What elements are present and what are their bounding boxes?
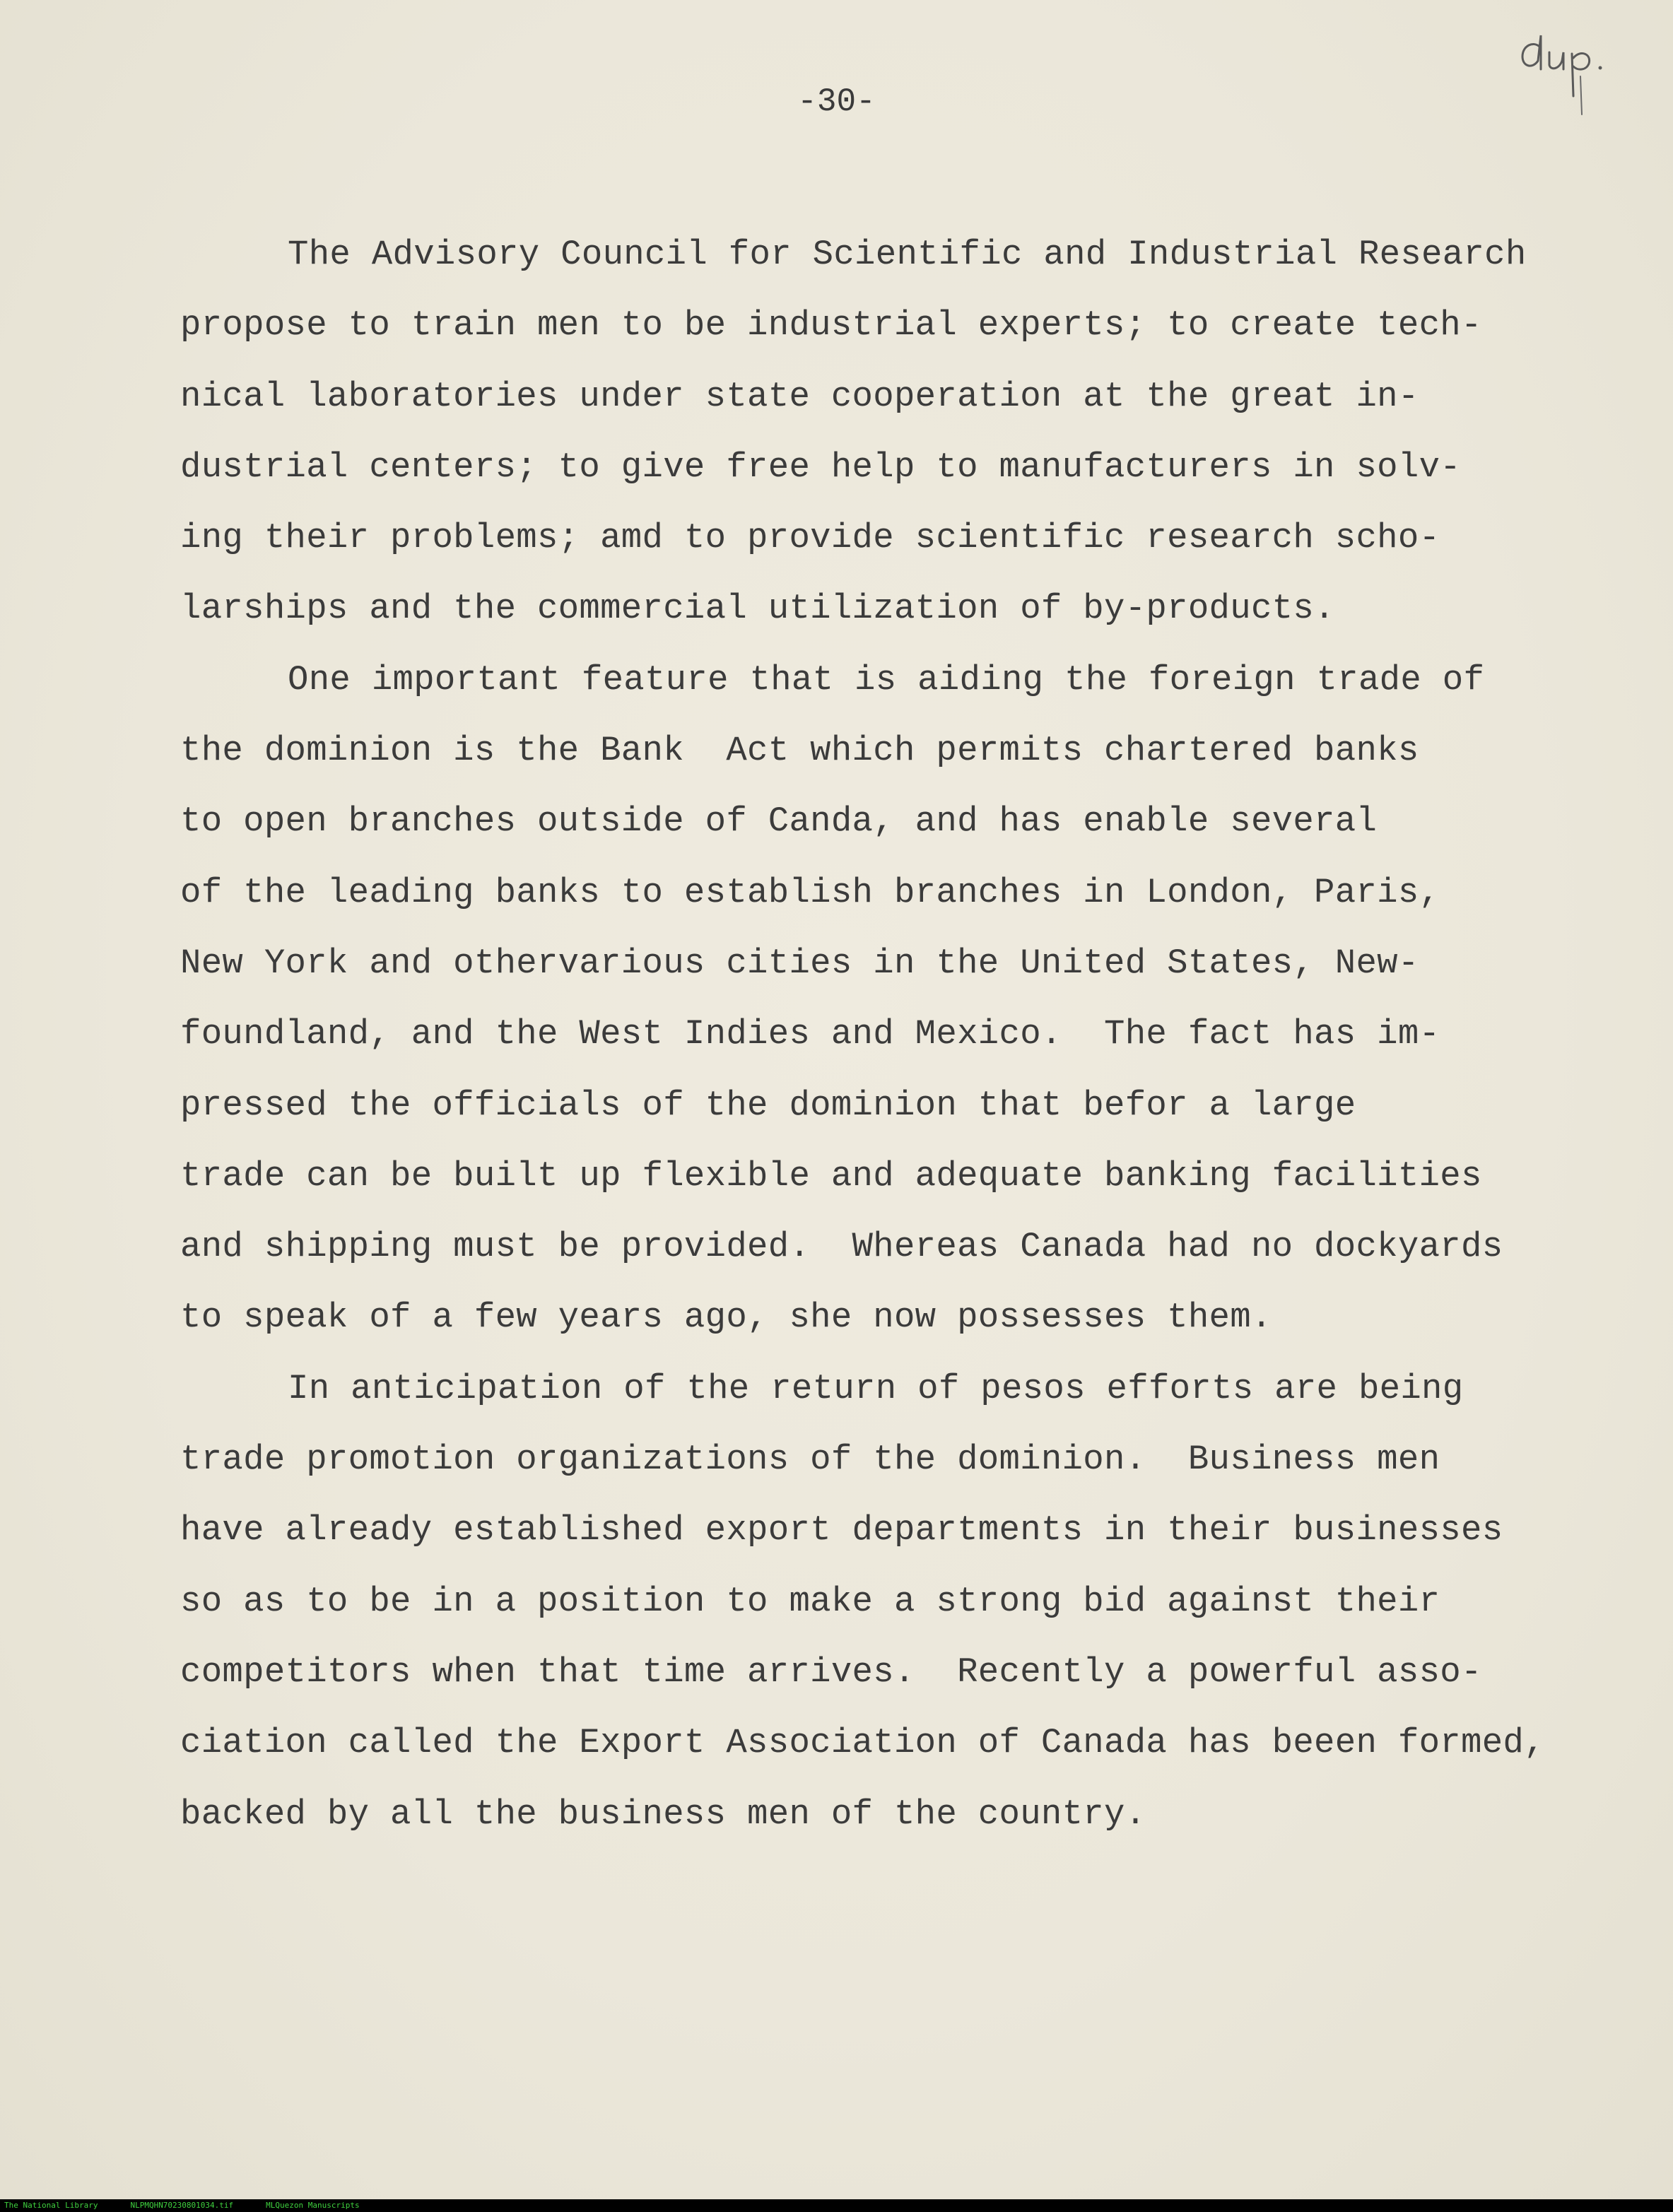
text-line: trade promotion organizations of the dominion. Business men xyxy=(180,1440,1440,1480)
scan-footer-strip xyxy=(0,2199,1673,2212)
text-line: of the leading banks to establish branches in London, Paris, xyxy=(180,872,1440,912)
page-number: -30- xyxy=(797,83,876,120)
text-line: New York and othervarious cities in the United States, New- xyxy=(180,943,1419,983)
text-line: nical laboratories under state cooperation at the great in- xyxy=(180,376,1419,416)
paragraph-advisory-council xyxy=(180,219,1650,645)
handwritten-dup-annotation xyxy=(1513,25,1626,117)
text-line: competitors when that time arrives. Recently a powerful asso- xyxy=(180,1652,1482,1692)
text-line: ciation called the Export Association of Canada has beeen formed, xyxy=(180,1723,1545,1763)
text-line: One important feature that is aiding the foreign trade of xyxy=(288,659,1485,700)
text-line: have already established export departments in their businesses xyxy=(180,1510,1503,1551)
text-line: trade can be built up flexible and adequate banking facilities xyxy=(180,1155,1482,1196)
typed-body-text xyxy=(180,219,1650,1849)
footer-file: NLPMQHN70230801034.tif xyxy=(130,2201,234,2210)
text-line: backed by all the business men of the country. xyxy=(180,1794,1146,1834)
text-line: to open branches outside of Canda, and has enable several xyxy=(180,801,1378,842)
text-line: so as to be in a position to make a strong bid against their xyxy=(180,1581,1440,1621)
text-line: propose to train men to be industrial experts; to create tech- xyxy=(180,305,1482,346)
text-line: pressed the officials of the dominion that befor a large xyxy=(180,1085,1356,1125)
paragraph-bank-act xyxy=(180,645,1650,1353)
text-line: dustrial centers; to give free help to manufacturers in solv- xyxy=(180,447,1461,487)
text-line: ing their problems; amd to provide scientific research scho- xyxy=(180,518,1440,558)
text-line: larships and the commercial utilization of by-products. xyxy=(180,589,1335,629)
text-line: the dominion is the Bank Act which permits chartered banks xyxy=(180,731,1419,771)
text-line: In anticipation of the return of pesos efforts are being xyxy=(288,1368,1464,1408)
footer-collection: MLQuezon Manuscripts xyxy=(266,2201,360,2210)
text-line: foundland, and the West Indies and Mexico. The fact has im- xyxy=(180,1014,1440,1054)
text-line: and shipping must be provided. Whereas Canada had no dockyards xyxy=(180,1227,1503,1267)
paragraph-export-association xyxy=(180,1353,1650,1849)
footer-library: The National Library xyxy=(4,2201,98,2210)
text-line: The Advisory Council for Scientific and Industrial Research xyxy=(288,235,1527,274)
text-line: to speak of a few years ago, she now possesses them. xyxy=(180,1298,1272,1338)
